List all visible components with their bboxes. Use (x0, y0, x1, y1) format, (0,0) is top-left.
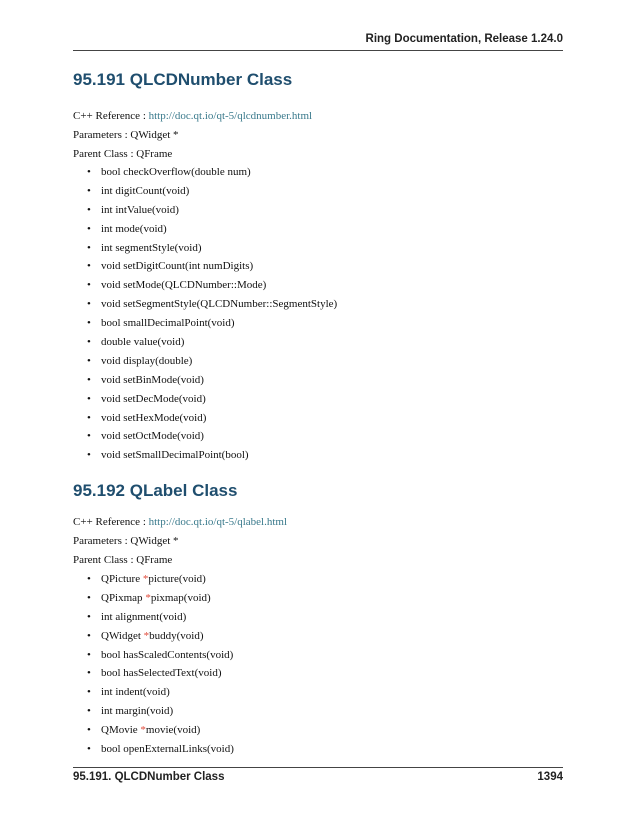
method-item: • void setOctMode(void) (87, 429, 337, 443)
method-item: • bool hasSelectedText(void) (87, 666, 234, 680)
parameters-qlabel: Parameters : QWidget * (73, 535, 179, 547)
header-divider (73, 50, 563, 51)
method-item: • int digitCount(void) (87, 184, 337, 198)
cpp-reference-link[interactable]: http://doc.qt.io/qt-5/qlcdnumber.html (148, 110, 313, 122)
section-title-qlabel: 95.192 QLabel Class (73, 481, 238, 500)
method-item: • int margin(void) (87, 704, 234, 718)
method-item: • void setBinMode(void) (87, 373, 337, 387)
method-item: • void setSmallDecimalPoint(bool) (87, 448, 337, 462)
method-item: • QPicture *picture(void) (87, 572, 234, 586)
method-item: • void setHexMode(void) (87, 411, 337, 425)
method-item: • void setDigitCount(int numDigits) (87, 259, 337, 273)
section-title-qlcdnumber: 95.191 QLCDNumber Class (73, 70, 293, 89)
method-item: • bool hasScaledContents(void) (87, 648, 234, 662)
method-item: • int mode(void) (87, 222, 337, 236)
method-item: • void setDecMode(void) (87, 392, 337, 406)
method-item: • int intValue(void) (87, 203, 337, 217)
method-item: • void setMode(QLCDNumber::Mode) (87, 278, 337, 292)
parent-class-qlcdnumber: Parent Class : QFrame (73, 148, 173, 160)
method-item: • QPixmap *pixmap(void) (87, 591, 234, 605)
cpp-reference-qlcdnumber (73, 109, 312, 123)
method-item: • bool checkOverflow(double num) (87, 165, 337, 179)
method-item: • void display(double) (87, 354, 337, 368)
cpp-reference-qlabel (73, 515, 287, 529)
page-header-title: Ring Documentation, Release 1.24.0 (365, 33, 563, 45)
footer-divider (73, 767, 563, 768)
method-item: • double value(void) (87, 335, 337, 349)
method-item: • QWidget *buddy(void) (87, 629, 234, 643)
parameters-qlcdnumber: Parameters : QWidget * (73, 129, 179, 141)
cpp-reference-label: C++ Reference : (73, 110, 149, 122)
method-item: • void setSegmentStyle(QLCDNumber::SegmentStyle) (87, 297, 337, 311)
method-list-qlcdnumber (87, 165, 337, 467)
page-footer (73, 771, 563, 783)
method-item: • bool openExternalLinks(void) (87, 742, 234, 756)
method-item: • int indent(void) (87, 685, 234, 699)
method-item: • int segmentStyle(void) (87, 241, 337, 255)
cpp-reference-label: C++ Reference : (73, 516, 149, 528)
method-item: • bool smallDecimalPoint(void) (87, 316, 337, 330)
footer-section-title: 95.191. QLCDNumber Class (73, 771, 225, 783)
method-item: • QMovie *movie(void) (87, 723, 234, 737)
page-number: 1394 (537, 771, 563, 783)
cpp-reference-link[interactable]: http://doc.qt.io/qt-5/qlabel.html (148, 516, 288, 528)
parent-class-qlabel: Parent Class : QFrame (73, 554, 173, 566)
method-item: • int alignment(void) (87, 610, 234, 624)
method-list-qlabel (87, 572, 234, 761)
